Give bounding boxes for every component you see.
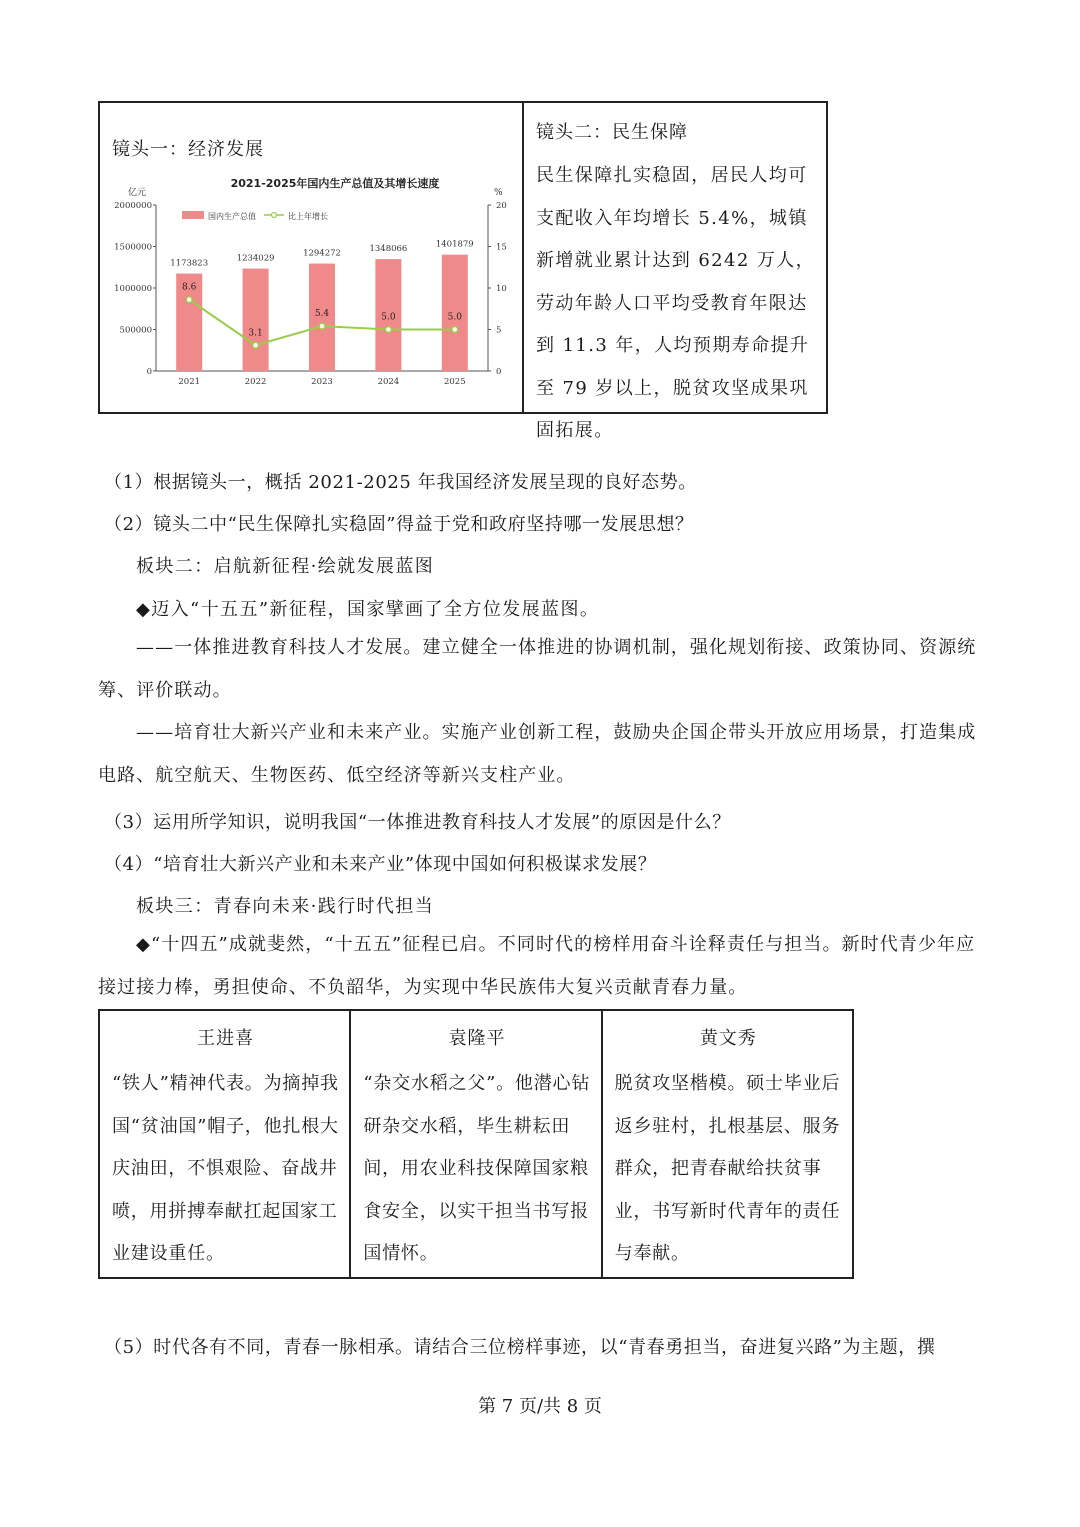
growth-point [253, 342, 259, 348]
question-4: （4）“培育壮大新兴产业和未来产业”体现中国如何积极谋求发展？ [104, 854, 657, 875]
growth-point [319, 323, 325, 329]
left-tick-label: 1000000 [114, 284, 152, 294]
section-3-paragraph: ◆“十四五”成就斐然，“十五五”征程已启。不同时代的榜样用奋斗诠释责任与担当。新时代青少年应接过接力棒，勇担使命、不负韶华，为实现中华民族伟大复兴贡献青春力量。 [98, 934, 976, 998]
question-1: （1）根据镜头一，概括 2021-2025 年我国经济发展呈现的良好态势。 [104, 472, 697, 493]
x-tick-label: 2025 [443, 377, 466, 387]
bar-value-label: 1294272 [303, 248, 341, 259]
bar [243, 269, 269, 371]
x-tick-label: 2021 [178, 377, 201, 387]
role-model-name: 王进喜 [197, 1028, 255, 1049]
left-tick-label: 0 [146, 367, 152, 377]
section-2-intro: ◆迈入“十五五”新征程，国家擘画了全方位发展蓝图。 [136, 599, 600, 620]
lens-one-title: 镜头一：经济发展 [112, 139, 264, 160]
right-tick-label: 10 [496, 284, 507, 294]
left-tick-label: 1500000 [114, 242, 152, 253]
chart-title: 2021-2025年国内生产总值及其增长速度 [230, 177, 440, 190]
growth-value-label: 3.1 [248, 328, 263, 339]
question-3: （3）运用所学知识，说明我国“一体推进教育科技人才发展”的原因是什么？ [104, 812, 731, 833]
x-tick-label: 2023 [311, 377, 333, 387]
role-model-table [98, 1009, 854, 1279]
page-footer: 第 7 页/共 8 页 [478, 1396, 602, 1417]
right-tick-label: 5 [496, 325, 502, 336]
role-model-text: “杂交水稻之父”。他潜心钻研杂交水稻，毕生耕耘田间，用农业科技保障国家粮食安全，以实干担当书写报国情怀。 [363, 1073, 591, 1264]
lens-table [98, 101, 828, 441]
growth-point [385, 327, 391, 333]
section-3-title: 板块三：青春向未来·践行时代担当 [136, 896, 435, 917]
growth-value-label: 8.6 [182, 282, 197, 293]
left-axis-unit: 亿元 [128, 188, 147, 198]
right-tick-label: 0 [496, 367, 502, 377]
lens-two-cell [524, 103, 826, 441]
gdp-chart [108, 169, 514, 489]
left-tick-label: 2000000 [114, 201, 152, 211]
legend-line-marker [272, 213, 277, 218]
growth-value-label: 5.0 [447, 312, 462, 323]
lens-two-title: 镜头二：民生保障 [536, 122, 688, 143]
right-tick-label: 20 [496, 201, 507, 211]
bar-value-label: 1401879 [435, 239, 474, 250]
bar-value-label: 1348066 [369, 244, 408, 255]
role-model-text: 脱贫攻坚楷模。硕士毕业后返乡驻村，扎根基层、服务群众，把青春献给扶贫事业，书写新时代青年的责任与奉献。 [614, 1073, 841, 1264]
role-model-name: 黄文秀 [699, 1028, 757, 1049]
legend-bar-swatch [182, 211, 204, 219]
bar-value-label: 1234029 [236, 253, 275, 264]
right-tick-label: 15 [496, 242, 507, 253]
role-model-name: 袁隆平 [448, 1028, 506, 1049]
section-2-paragraph-2: ——培育壮大新兴产业和未来产业。实施产业创新工程，鼓励央企国企带头开放应用场景，打造集成电路、航空航天、生物医药、低空经济等新兴支柱产业。 [98, 722, 977, 786]
lens-two-body: 民生保障扎实稳固，居民人均可支配收入年均增长 5.4%，城镇新增就业累计达到 6242 万人，劳动年龄人口平均受教育年限达到 11.3 年，人均预期寿命提升至 79 岁以上，脱贫攻坚成果巩固拓展。 [536, 165, 816, 441]
x-tick-label: 2024 [377, 377, 400, 387]
growth-value-label: 5.0 [381, 312, 396, 323]
question-5: （5）时代各有不同，青春一脉相承。请结合三位榜样事迹，以“青春勇担当，奋进复兴路”为主题，撰 [104, 1337, 936, 1358]
bar-value-label: 1173823 [170, 258, 209, 269]
growth-point [452, 327, 458, 333]
role-model-text: “铁人”精神代表。为摘掉我国“贫油国”帽子，他扎根大庆油田，不惧艰险、奋战井喷，用拼搏奉献扛起国家工业建设重任。 [112, 1073, 339, 1264]
right-axis-unit: % [494, 188, 503, 198]
x-tick-label: 2022 [244, 377, 267, 387]
role-model-column [351, 1011, 602, 1277]
legend-bar-label: 国内生产总值 [208, 212, 256, 221]
lens-one-cell [100, 103, 524, 412]
role-model-column [100, 1011, 351, 1277]
left-tick-label: 500000 [119, 325, 152, 336]
legend-line-label: 比上年增长 [288, 212, 328, 221]
growth-point [186, 297, 192, 303]
section-2-paragraph-1: ——一体推进教育科技人才发展。建立健全一体推进的协调机制，强化规划衔接、政策协同、资源统筹、评价联动。 [98, 637, 977, 701]
question-2: （2）镜头二中“民生保障扎实稳固”得益于党和政府坚持哪一发展思想？ [104, 514, 694, 535]
growth-value-label: 5.4 [314, 309, 330, 320]
role-model-column [603, 1011, 852, 1277]
section-2-title: 板块二：启航新征程·绘就发展蓝图 [136, 556, 435, 577]
